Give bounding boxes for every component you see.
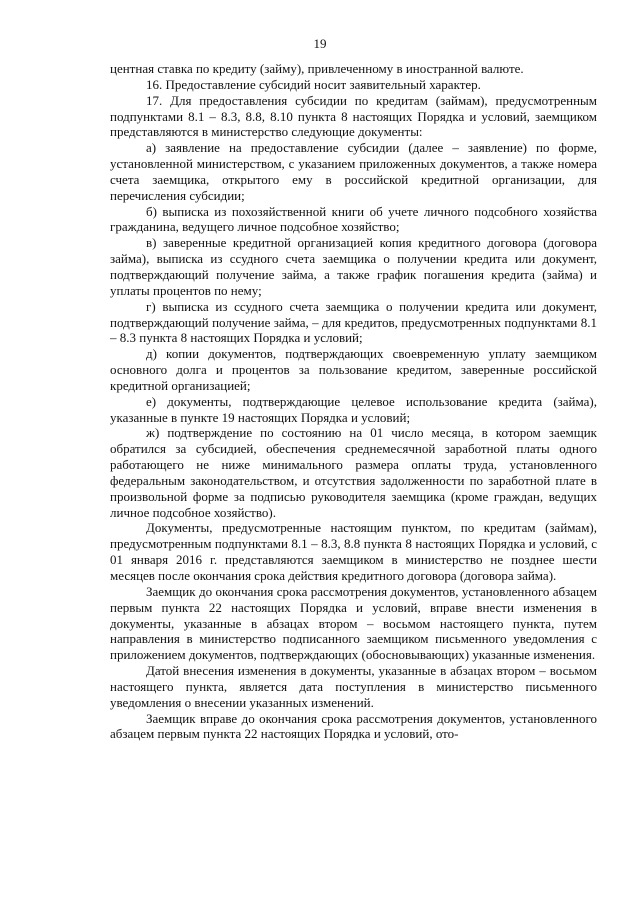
paragraph-subitem-b: б) выписка из похозяйственной книги об учете личного подсобного хозяйства гражданина, ведущего личное подсобное хозяйство; xyxy=(110,203,597,235)
page-number: 19 xyxy=(313,36,327,51)
paragraph-documents-deadline: Документы, предусмотренные настоящим пунктом, по кредитам (займам), предусмотренным подпунктами 8.1 – 8.3, 8.8 пункта 8 настоящих Порядка и условий, с 01 января 2016 г. представляются заемщиком в министерство не позднее шести месяцев после окончания срока действия кредитного договора (договора займа). xyxy=(110,520,597,583)
paragraph-subitem-a: а) заявление на предоставление субсидии (далее – заявление) по форме, установленной министерством, с указанием приложенных документов, а также номера счета заемщика, открытого ему в российской кредитной организации, для перечисления субсидии; xyxy=(110,140,597,203)
paragraph-subitem-g: г) выписка из ссудного счета заемщика о получении кредита или документ, подтверждающий получение займа, – для кредитов, предусмотренных подпунктами 8.1 – 8.3 пункта 8 настоящих Порядка и условий; xyxy=(110,298,597,346)
paragraph-continuation: центная ставка по кредиту (займу), привлеченному в иностранной валюте. xyxy=(110,61,524,76)
paragraph-subitem-v: в) заверенные кредитной организацией копия кредитного договора (договора займа), выписка из ссудного счета заемщика о получении кредита или документ, подтверждающий получение займа, а также график погашения кредита (займа) и уплаты процентов по нему; xyxy=(110,235,597,298)
paragraph-withdrawal: Заемщик вправе до окончания срока рассмотрения документов, установленного абзацем первым пункта 22 настоящих Порядка и условий, ото- xyxy=(110,710,597,742)
paragraph-subitem-zh: ж) подтверждение по состоянию на 01 число месяца, в котором заемщик обратился за субсидией, обеспечения среднемесячной заработной платы одного работающего не ниже минимального размера оплаты труда, установленного федеральным законодательством, и отсутствия задолженности по заработной плате в произвольной форме за подписью руководителя заемщика (кроме граждан, ведущих личное подсобное хозяйство). xyxy=(110,425,597,520)
paragraph-amendments: Заемщик до окончания срока рассмотрения документов, установленного абзацем первым пункта 22 настоящих Порядка и условий, вправе внести изменения в документы, указанные в абзацах втором – восьмом настоящего пункта, путем направления в министерство подписанного заемщиком письменного уведомления с приложением документов, подтверждающих (обосновывающих) указанные изменения. xyxy=(110,583,597,663)
paragraph-subitem-e: е) документы, подтверждающие целевое использование кредита (займа), указанные в пункте 19 настоящих Порядка и условий; xyxy=(110,393,597,425)
paragraph-item-17: 17. Для предоставления субсидии по кредитам (займам), предусмотренным подпунктами 8.1 – 8.3, 8.8, 8.10 пункта 8 настоящих Порядка и условий, заемщиком представляются в министерство следующие документы: xyxy=(110,92,597,140)
paragraph-subitem-d: д) копии документов, подтверждающих своевременную уплату заемщиком основного долга и процентов за пользование кредитом, заверенные российской кредитной организацией; xyxy=(110,346,597,393)
paragraph-amendment-date: Датой внесения изменения в документы, указанные в абзацах втором – восьмом настоящего пункта, является дата поступления в министерство письменного уведомления о внесении указанных изменений. xyxy=(110,663,597,710)
document-body xyxy=(110,61,597,742)
paragraph-item-16: 16. Предоставление субсидий носит заявительный характер. xyxy=(146,76,481,92)
